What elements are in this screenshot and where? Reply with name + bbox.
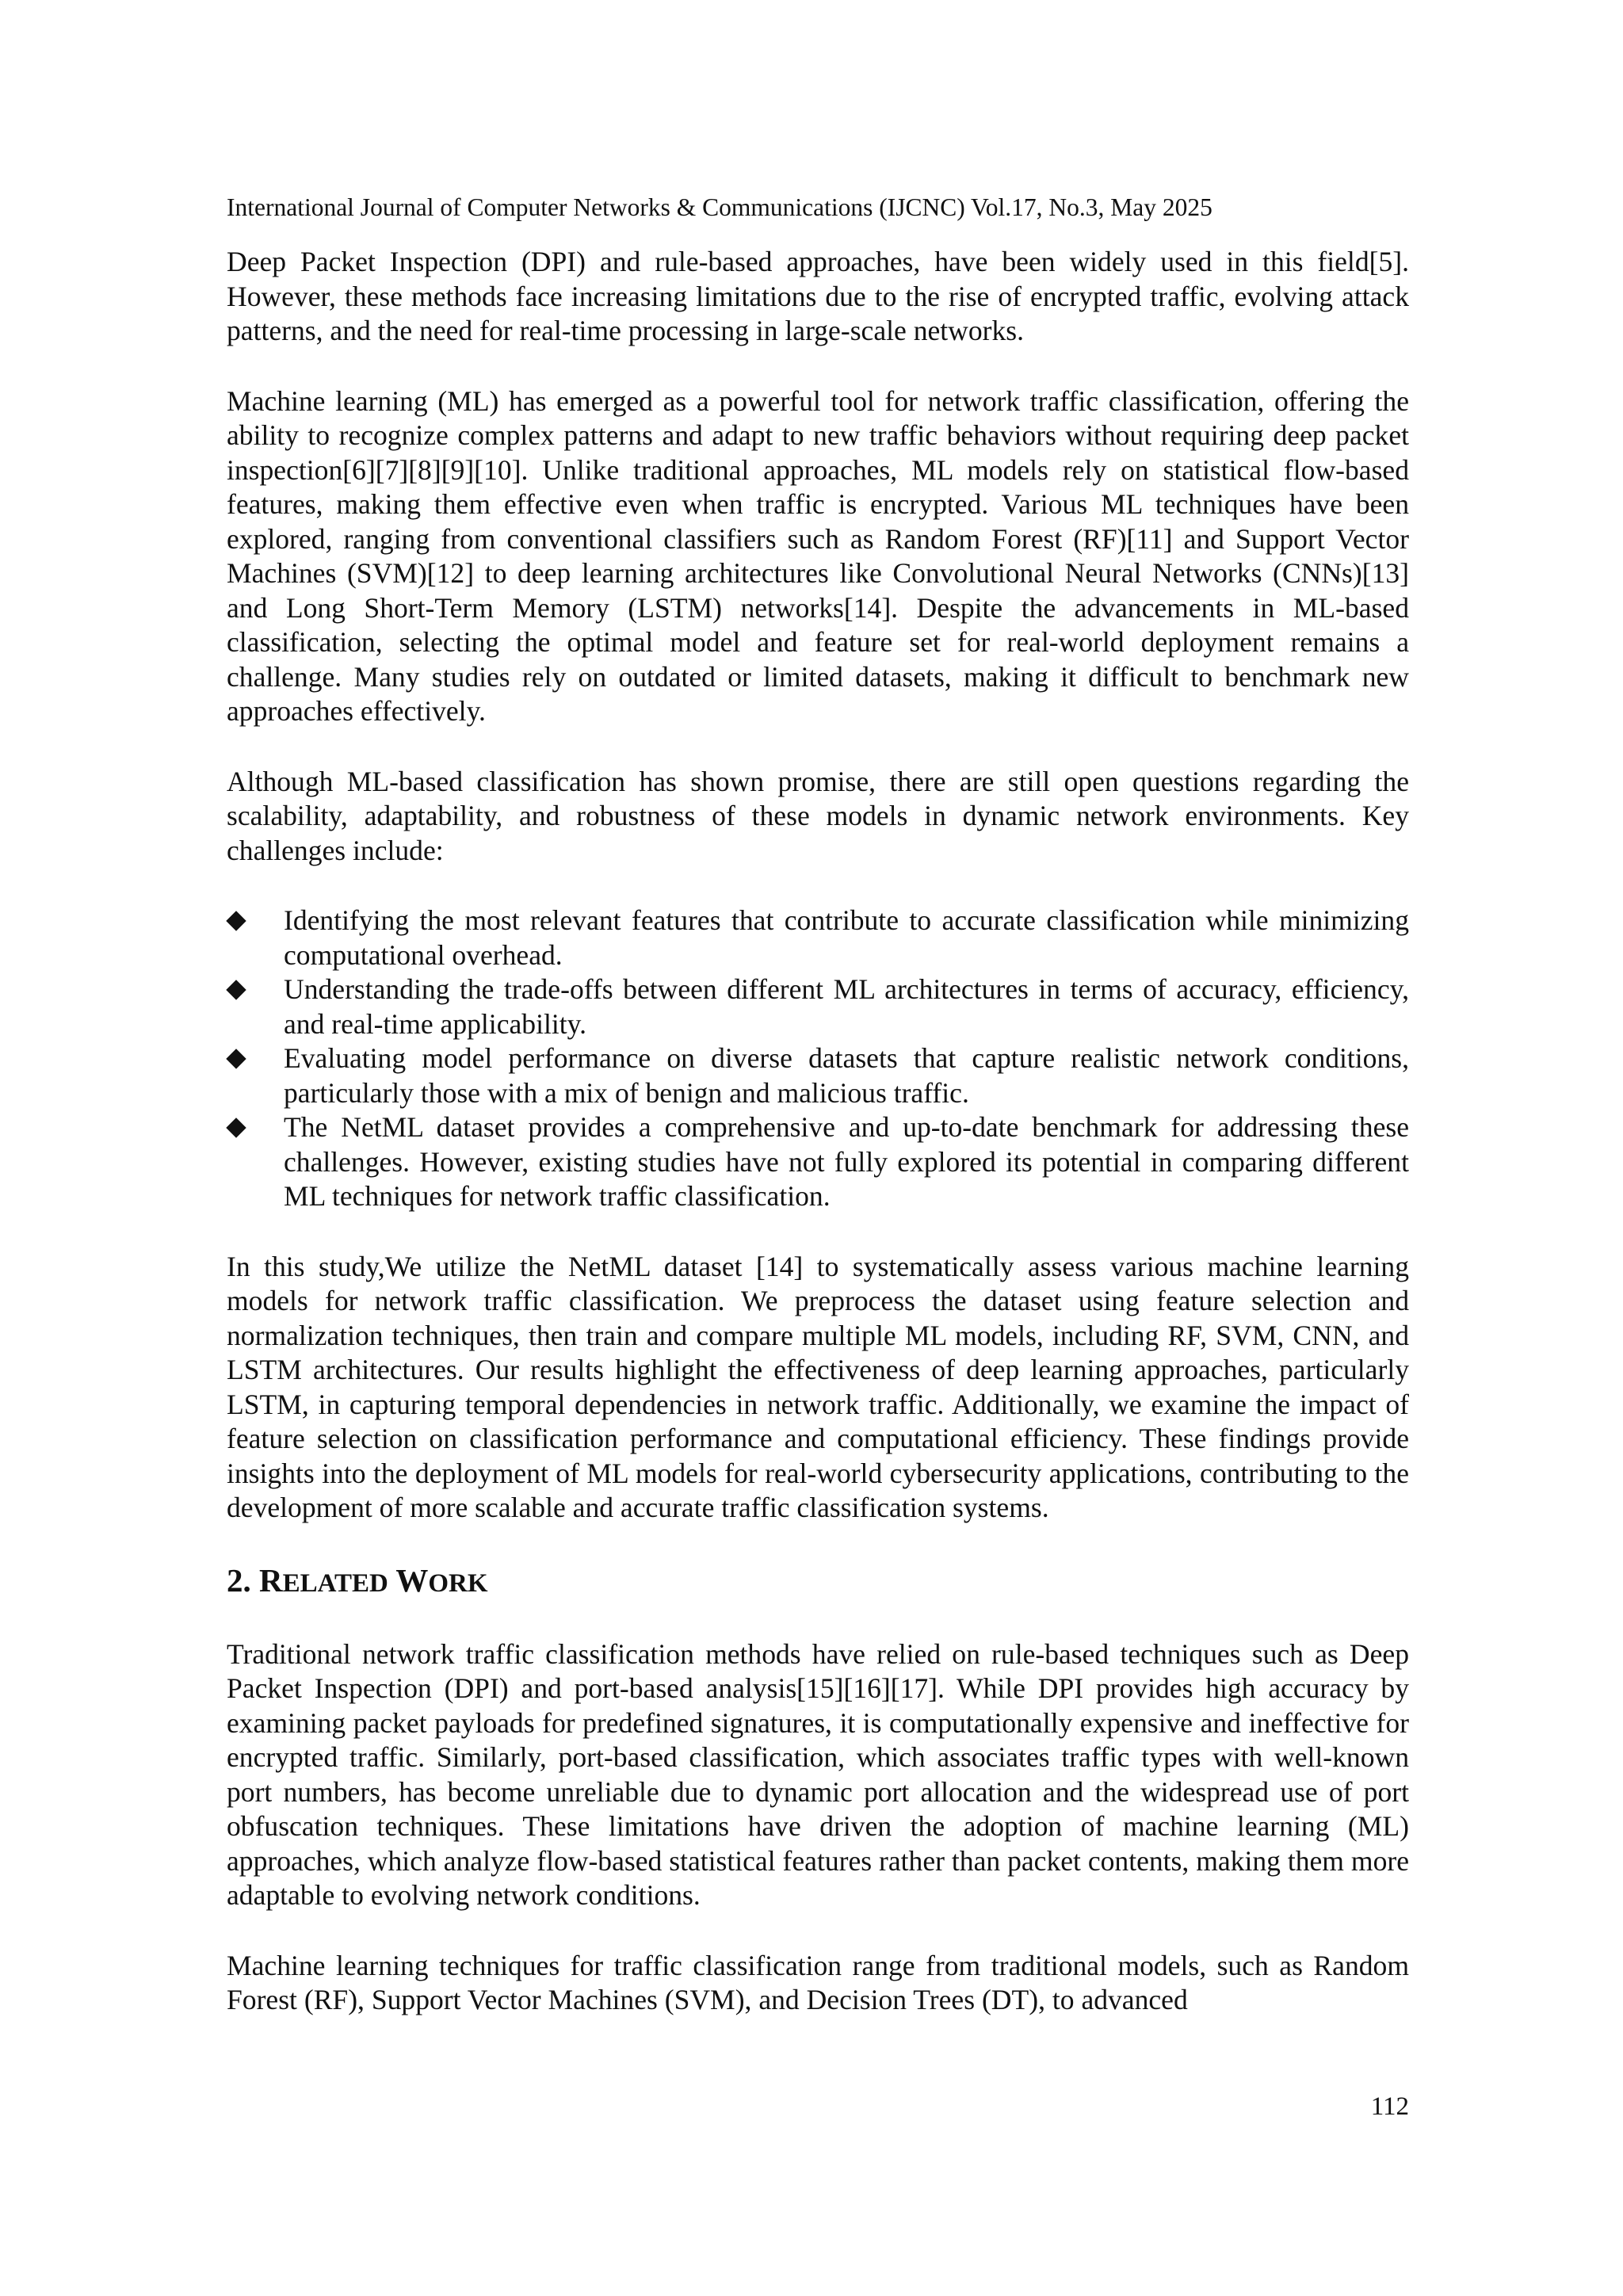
list-item-text: Identifying the most relevant features that contribute to accurate classification while minimizing computational overhead. [284, 904, 1409, 971]
list-item-text: Evaluating model performance on diverse datasets that capture realistic network conditions, particularly those with a mix of benign and malicious traffic. [284, 1042, 1409, 1109]
list-item-text: The NetML dataset provides a comprehensive and up-to-date benchmark for addressing these challenges. However, existing studies have not fully explored its potential in comparing different ML techniques for network traffic classification. [284, 1111, 1409, 1212]
intro-paragraph-2: Machine learning (ML) has emerged as a powerful tool for network traffic classification, offering the ability to recognize complex patterns and adapt to new traffic behaviors without requiring deep packet inspection[6][7][8][9][10]. Unlike traditional approaches, ML models rely on statistical flow-based features, making them effective even when traffic is encrypted. Various ML techniques have been explored, ranging from conventional classifiers such as Random Forest (RF)[11] and Support Vector Machines (SVM)[12] to deep learning architectures like Convolutional Neural Networks (CNNs)[13] and Long Short-Term Memory (LSTM) networks[14]. Despite the advancements in ML-based classification, selecting the optimal model and feature set for real-world deployment remains a challenge. Many studies rely on outdated or limited datasets, making it difficult to benchmark new approaches effectively. [227, 384, 1409, 727]
page-number: 112 [1370, 2092, 1409, 2121]
list-item [227, 1041, 1409, 1110]
list-item-text: Understanding the trade-offs between different ML architectures in terms of accuracy, efficiency, and real-time applicability. [284, 973, 1409, 1040]
section-title-initial-w: W [395, 1561, 429, 1599]
diamond-bullet-icon [226, 911, 246, 930]
section-number: 2. [227, 1561, 251, 1599]
section-heading [227, 1561, 1409, 1603]
list-item [227, 904, 1409, 972]
main-content [227, 245, 1409, 2053]
journal-header: International Journal of Computer Networks & Communications (IJCNC) Vol.17, No.3, May 2025 [227, 193, 1212, 221]
intro-paragraph-1: Deep Packet Inspection (DPI) and rule-based approaches, have been widely used in this field[5]. However, these methods face increasing limitations due to the rise of encrypted traffic, evolving attack patterns, and the need for real-time processing in large-scale networks. [227, 246, 1409, 346]
section-title-rest-w: ORK [428, 1568, 488, 1598]
challenges-list [227, 904, 1409, 1214]
intro-paragraph-3: Although ML-based classification has shown promise, there are still open questions regarding the scalability, adaptability, and robustness of these models in dynamic network environments. Key challenges include: [227, 765, 1409, 866]
diamond-bullet-icon [226, 1049, 246, 1068]
diamond-bullet-icon [226, 1117, 246, 1137]
diamond-bullet-icon [226, 980, 246, 999]
list-item [227, 972, 1409, 1041]
related-work-paragraph-2: Machine learning techniques for traffic classification range from traditional models, such as Random Forest (RF), Support Vector Machines (SVM), and Decision Trees (DT), to advanced [227, 1949, 1409, 2015]
section-title-initial-r: R [259, 1561, 283, 1599]
list-item [227, 1110, 1409, 1214]
section-title-rest-r: ELATED [282, 1568, 388, 1598]
related-work-paragraph-1: Traditional network traffic classification methods have relied on rule-based techniques such as Deep Packet Inspection (DPI) and port-based analysis[15][16][17]. While DPI provides high accuracy by examining packet payloads for predefined signatures, it is computationally expensive and ineffective for encrypted traffic. Similarly, port-based classification, which associates traffic types with well-known port numbers, has become unreliable due to dynamic port allocation and the widespread use of port obfuscation techniques. These limitations have driven the adoption of machine learning (ML) approaches, which analyze flow-based statistical features rather than packet contents, making them more adaptable to evolving network conditions. [227, 1637, 1409, 1911]
study-paragraph: In this study,We utilize the NetML dataset [14] to systematically assess various machine learning models for network traffic classification. We preprocess the dataset using feature selection and normalization techniques, then train and compare multiple ML models, including RF, SVM, CNN, and LSTM architectures. Our results highlight the effectiveness of deep learning approaches, particularly LSTM, in capturing temporal dependencies in network traffic. Additionally, we examine the impact of feature selection on classification performance and computational efficiency. These findings provide insights into the deployment of ML models for real-world cybersecurity applications, contributing to the development of more scalable and accurate traffic classification systems. [227, 1250, 1409, 1523]
